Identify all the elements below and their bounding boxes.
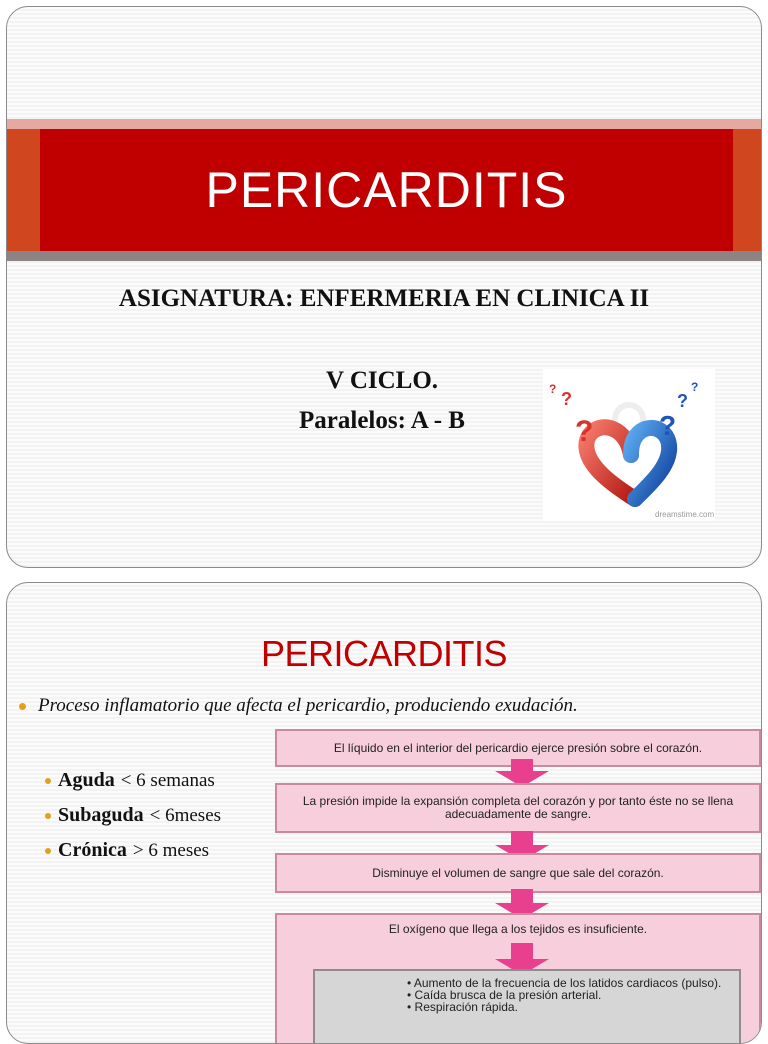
bullet-dot-icon [45, 813, 51, 819]
flow-step-3: Disminuye el volumen de sangre que sale del corazón. [275, 853, 761, 893]
flow-step-2: La presión impide la expansión completa del corazón y por tanto éste no se llena adecuadamente de sangre. [275, 783, 761, 833]
flow-step-1: El líquido en el interior del pericardio ejerce presión sobre el corazón. [275, 729, 761, 767]
subject-heading: ASIGNATURA: ENFERMERIA EN CLINICA II [118, 285, 650, 312]
effects-box [313, 969, 741, 1044]
effect-item: • Caída brusca de la presión arterial. [407, 989, 739, 1001]
bullet-dot-icon [19, 703, 26, 710]
effect-item: • Respiración rápida. [407, 1001, 739, 1013]
title-slide [6, 6, 762, 568]
list-item [45, 798, 221, 833]
pathophysiology-flowchart [275, 729, 761, 1044]
title-band-left-accent [7, 129, 40, 251]
main-bullet [19, 695, 578, 717]
bullet-dot-icon [45, 848, 51, 854]
content-slide [6, 582, 762, 1044]
classification-list [45, 763, 221, 868]
bullet-dot-icon [45, 778, 51, 784]
flow-step-4-text: El oxígeno que llega a los tejidos es insuficiente. [388, 922, 648, 936]
cycle-label: V CICLO. [325, 367, 439, 394]
svg-text:?: ? [549, 382, 557, 396]
classification-duration: < 6meses [149, 804, 222, 826]
title-band [40, 129, 733, 251]
classification-term: Subaguda [58, 804, 144, 826]
slide2-title: PERICARDITIS [260, 633, 508, 674]
classification-term: Aguda [58, 769, 115, 791]
title-band-bottom-stripe [7, 251, 761, 261]
svg-text:?: ? [575, 415, 594, 448]
list-item [45, 833, 221, 868]
classification-duration: > 6 meses [132, 839, 210, 861]
svg-text:?: ? [677, 391, 688, 411]
main-bullet-text: Proceso inflamatorio que afecta el pericardio, produciendo exudación. [38, 695, 578, 716]
effect-item: • Aumento de la frecuencia de los latidos cardiacos (pulso). [407, 977, 739, 989]
slide-title: PERICARDITIS [205, 162, 568, 218]
parallels-label: Paralelos: A - B [299, 407, 465, 434]
title-band-top-stripe [7, 119, 761, 129]
classification-term: Crónica [58, 839, 127, 861]
title-band-right-accent [733, 129, 761, 251]
list-item [45, 763, 221, 798]
svg-text:?: ? [659, 410, 677, 441]
svg-text:?: ? [561, 389, 572, 409]
heart-question-icon [543, 369, 715, 521]
svg-text:?: ? [691, 380, 699, 394]
classification-duration: < 6 semanas [120, 769, 215, 791]
watermark-text: dreamstime.com [655, 510, 715, 519]
heart-question-image [543, 369, 715, 521]
